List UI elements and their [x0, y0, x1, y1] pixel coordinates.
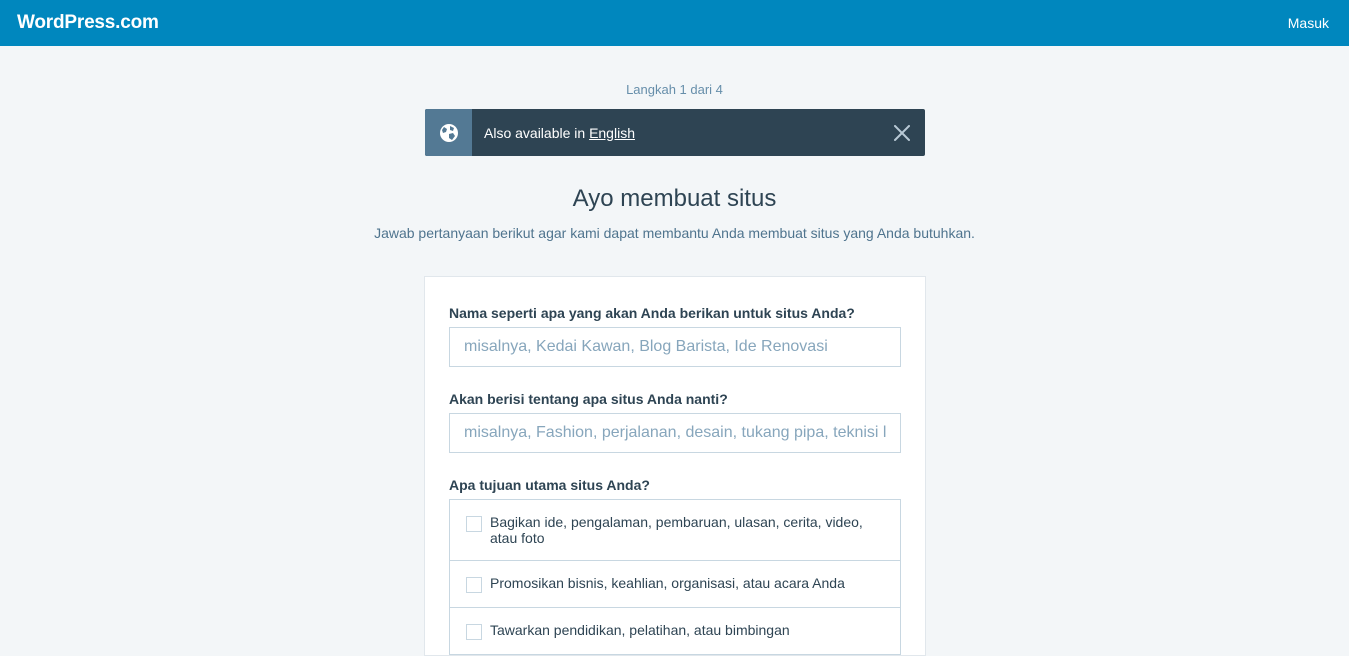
goal-option-share[interactable]: [450, 500, 900, 561]
masterbar: [0, 0, 1349, 46]
close-notice-button[interactable]: [879, 109, 925, 156]
page-title: Ayo membuat situs: [572, 185, 777, 212]
goal-educate-checkbox[interactable]: [466, 624, 482, 640]
locale-notice: [425, 109, 925, 156]
locale-notice-prefix: Also available in: [484, 124, 586, 141]
locale-notice-text: [484, 125, 879, 141]
site-topic-label: Akan berisi tentang apa situs Anda nanti?: [449, 391, 728, 407]
page-subtitle: Jawab pertanyaan berikut agar kami dapat membantu Anda membuat situs yang Anda butuhkan.: [374, 225, 975, 241]
site-goals-options: [449, 499, 901, 655]
goal-option-promote[interactable]: [450, 561, 900, 608]
site-info-form: [424, 276, 926, 656]
site-name-label: Nama seperti apa yang akan Anda berikan untuk situs Anda?: [449, 305, 855, 321]
globe-icon: [425, 109, 472, 156]
wordpress-logo[interactable]: WordPress.com: [17, 12, 159, 33]
site-goals-label: Apa tujuan utama situs Anda?: [449, 477, 650, 493]
site-topic-input[interactable]: [449, 413, 901, 453]
english-locale-link[interactable]: English: [589, 124, 635, 141]
site-name-input[interactable]: [449, 327, 901, 367]
close-icon: [894, 125, 910, 141]
goal-option-label: Bagikan ide, pengalaman, pembaruan, ulasan, cerita, video, atau foto: [490, 514, 863, 546]
goal-option-label: Tawarkan pendidikan, pelatihan, atau bimbingan: [490, 622, 790, 638]
goal-option-label: Promosikan bisnis, keahlian, organisasi, atau acara Anda: [490, 575, 845, 591]
goal-share-checkbox[interactable]: [466, 516, 482, 532]
step-counter: Langkah 1 dari 4: [626, 82, 723, 97]
goal-option-educate[interactable]: [450, 608, 900, 655]
goal-promote-checkbox[interactable]: [466, 577, 482, 593]
login-link[interactable]: Masuk: [1287, 15, 1329, 31]
